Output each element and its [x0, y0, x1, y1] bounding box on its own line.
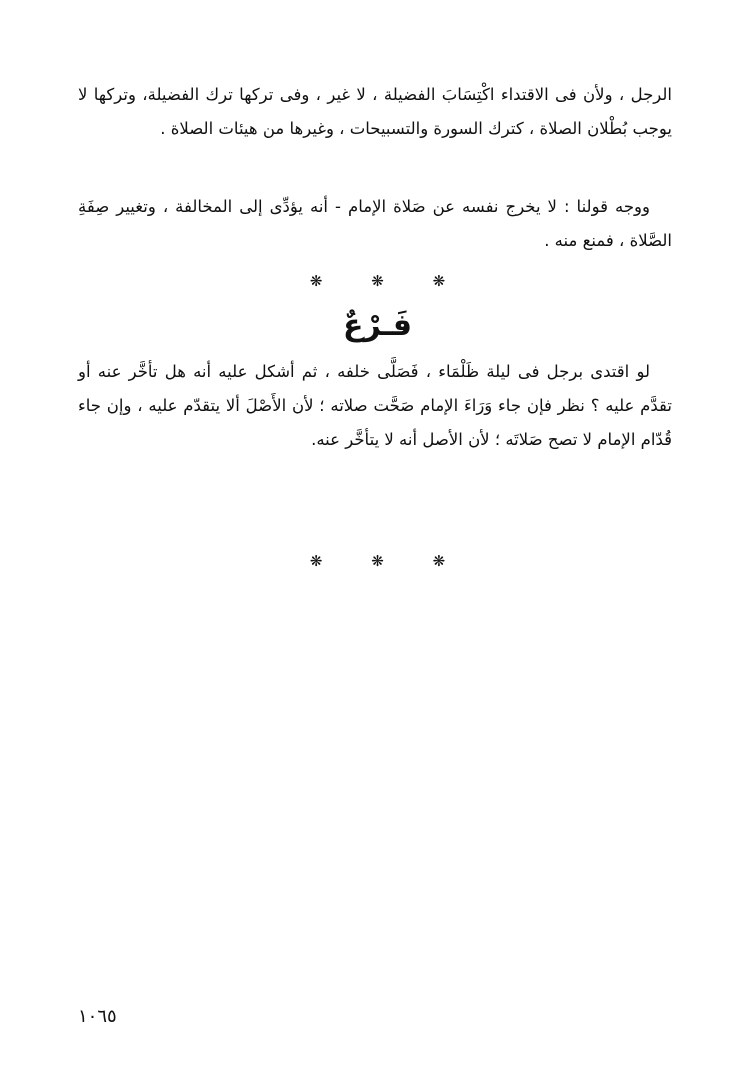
- ornament-icon: ❋: [309, 552, 323, 570]
- page-number: ١٠٦٥: [78, 1006, 117, 1027]
- section-heading: فَـرْعٌ: [342, 308, 413, 343]
- ornament-icon: ❋: [371, 272, 384, 290]
- paragraph-continuation: الرجل ، ولأن فى الاقتداء اكْتِسَابَ الفضيلة ، لا غير ، وفى تركها ترك الفضيلة، وتركها لا يوجب بُطْلان الصلاة ، كترك السورة والتسبيحات ، وغيرها من هيئات الصلاة .: [78, 85, 672, 138]
- ornament-icon: ❋: [309, 272, 323, 290]
- ornament-icon: ❋: [432, 272, 446, 290]
- ornament-icon: ❋: [371, 552, 384, 570]
- ornament-icon: ❋: [432, 552, 446, 570]
- paragraph-branch-ruling: لو اقتدى برجل فى ليلة ظَلْمَاء ، فَصَلَّى خلفه ، ثم أشكل عليه أنه هل تأخَّر عنه أو تقدَّم عليه ؟ نظر فإن جاء وَرَاءَ الإمام صَحَّت صلاته ؛ لأن الأَصْلَ ألا يتقدّم عليه ، وإن جاء قُدّام الإمام لا تصح صَلاتَه ؛ لأن الأصل أنه لا يتأخَّر عنه.: [78, 362, 672, 449]
- paragraph-our-view: ووجه قولنا : لا يخرج نفسه عن صَلاة الإمام - أنه يؤدِّى إلى المخالفة ، وتغيير صِفَةِ الصَّلاة ، فمنع منه .: [78, 197, 672, 250]
- section-divider-ornaments: [0, 272, 755, 290]
- end-divider-ornaments: [0, 552, 755, 570]
